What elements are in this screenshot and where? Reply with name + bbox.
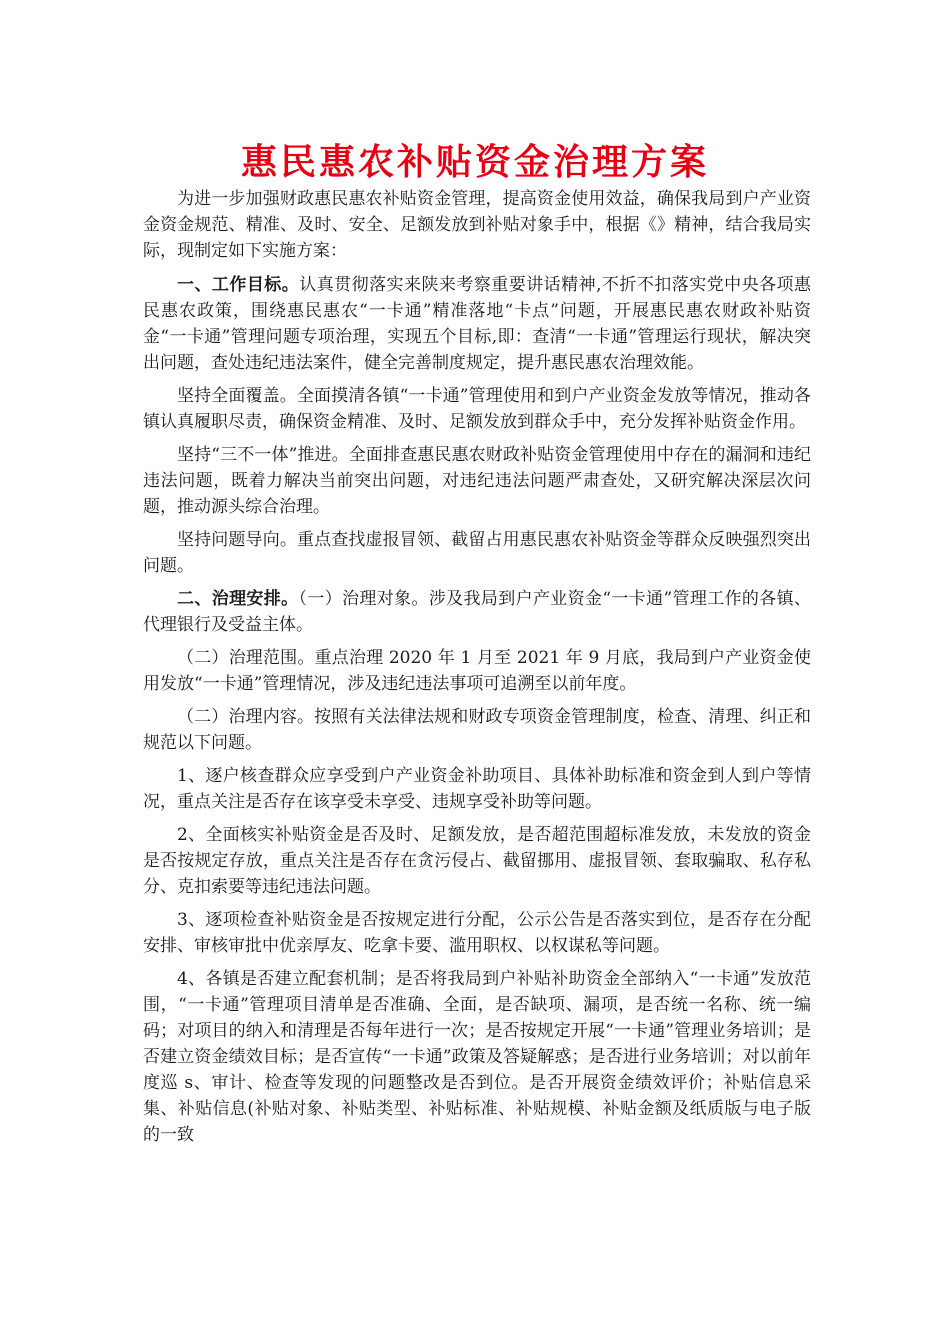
document-body: [143, 186, 811, 1155]
paragraph-problem-oriented: 坚持问题导向。重点查找虚报冒领、截留占用惠民惠农补贴资金等群众反映强烈突出问题。: [143, 530, 811, 576]
section-heading: 二、治理安排。: [177, 589, 299, 609]
section-heading: 一、工作目标。: [177, 275, 300, 295]
intro-paragraph: 为进一步加强财政惠民惠农补贴资金管理，提高资金使用效益，确保我局到户产业资金资金规范、精准、及时、安全、足额发放到补贴对象手中，根据《》精神，结合我局实际，现制定如下实施方案：: [143, 189, 811, 261]
section-work-goals: [143, 272, 811, 376]
section-text: （一）治理对象。涉及我局到户产业资金“一卡通”管理工作的各镇、代理银行及受益主体。: [143, 589, 811, 635]
section-text: 认真贯彻落实来陕来考察重要讲话精神,不折不扣落实党中央各项惠民惠农政策，围绕惠民惠农“一卡通”精准落地“卡点”问题，开展惠民惠农财政补贴资金“一卡通”管理问题专项治理，实现五个目标,即：查清“一卡通”管理运行现状，解决突出问题，查处违纪违法案件，健全完善制度规定，提升惠民惠农治理效能。: [143, 275, 812, 373]
paragraph-full-coverage: 坚持全面覆盖。全面摸清各镇“一卡通”管理使用和到户产业资金发放等情况，推动各镇认真履职尽责，确保资金精准、及时、足额发放到群众手中，充分发挥补贴资金作用。: [143, 386, 811, 432]
paragraph-governance-content: （二）治理内容。按照有关法律法规和财政专项资金管理制度，检查、清理、纠正和规范以下问题。: [143, 707, 811, 753]
list-item-2: 2、全面核实补贴资金是否及时、足额发放，是否超范围超标准发放，未发放的资金是否按规定存放，重点关注是否存在贪污侵占、截留挪用、虚报冒领、套取骗取、私存私分、克扣索要等违纪违法问题。: [143, 825, 811, 897]
list-item-1: 1、逐户核查群众应享受到户产业资金补助项目、具体补助标准和资金到人到户等情况，重点关注是否存在该享受未享受、违规享受补助等问题。: [143, 766, 811, 812]
paragraph-governance-scope: （二）治理范围。重点治理 2020 年 1 月至 2021 年 9 月底，我局到户产业资金使用发放“一卡通”管理情况，涉及违纪违法事项可追溯至以前年度。: [143, 648, 811, 694]
paragraph-three-not-one: 坚持“三不一体”推进。全面排查惠民惠农财政补贴资金管理使用中存在的漏洞和违纪违法问题，既着力解决当前突出问题，对违纪违法问题严肃查处，又研究解决深层次问题，推动源头综合治理。: [143, 445, 811, 517]
document-title: 惠民惠农补贴资金治理方案: [240, 141, 709, 183]
list-item-3: 3、逐项检查补贴资金是否按规定进行分配，公示公告是否落实到位，是否存在分配安排、审核审批中优亲厚友、吃拿卡要、滥用职权、以权谋私等问题。: [143, 910, 811, 956]
section-governance-arrangement: [143, 586, 811, 638]
list-item-4: 4、各镇是否建立配套机制；是否将我局到户补贴补助资金全部纳入“一卡通”发放范围，“一卡通”管理项目清单是否准确、全面，是否缺项、漏项，是否统一名称、统一编码；对项目的纳入和清理是否每年进行一次；是否按规定开展“一卡通”管理业务培训；是否建立资金绩效目标；是否宣传“一卡通”政策及答疑解惑；是否进行业务培训；对以前年度巡 s、审计、检查等发现的问题整改是否到位。是否开展资金绩效评价；补贴信息采集、补贴信息(补贴对象、补贴类型、补贴标准、补贴规模、补贴金额及纸质版与电子版的一致: [143, 969, 811, 1145]
